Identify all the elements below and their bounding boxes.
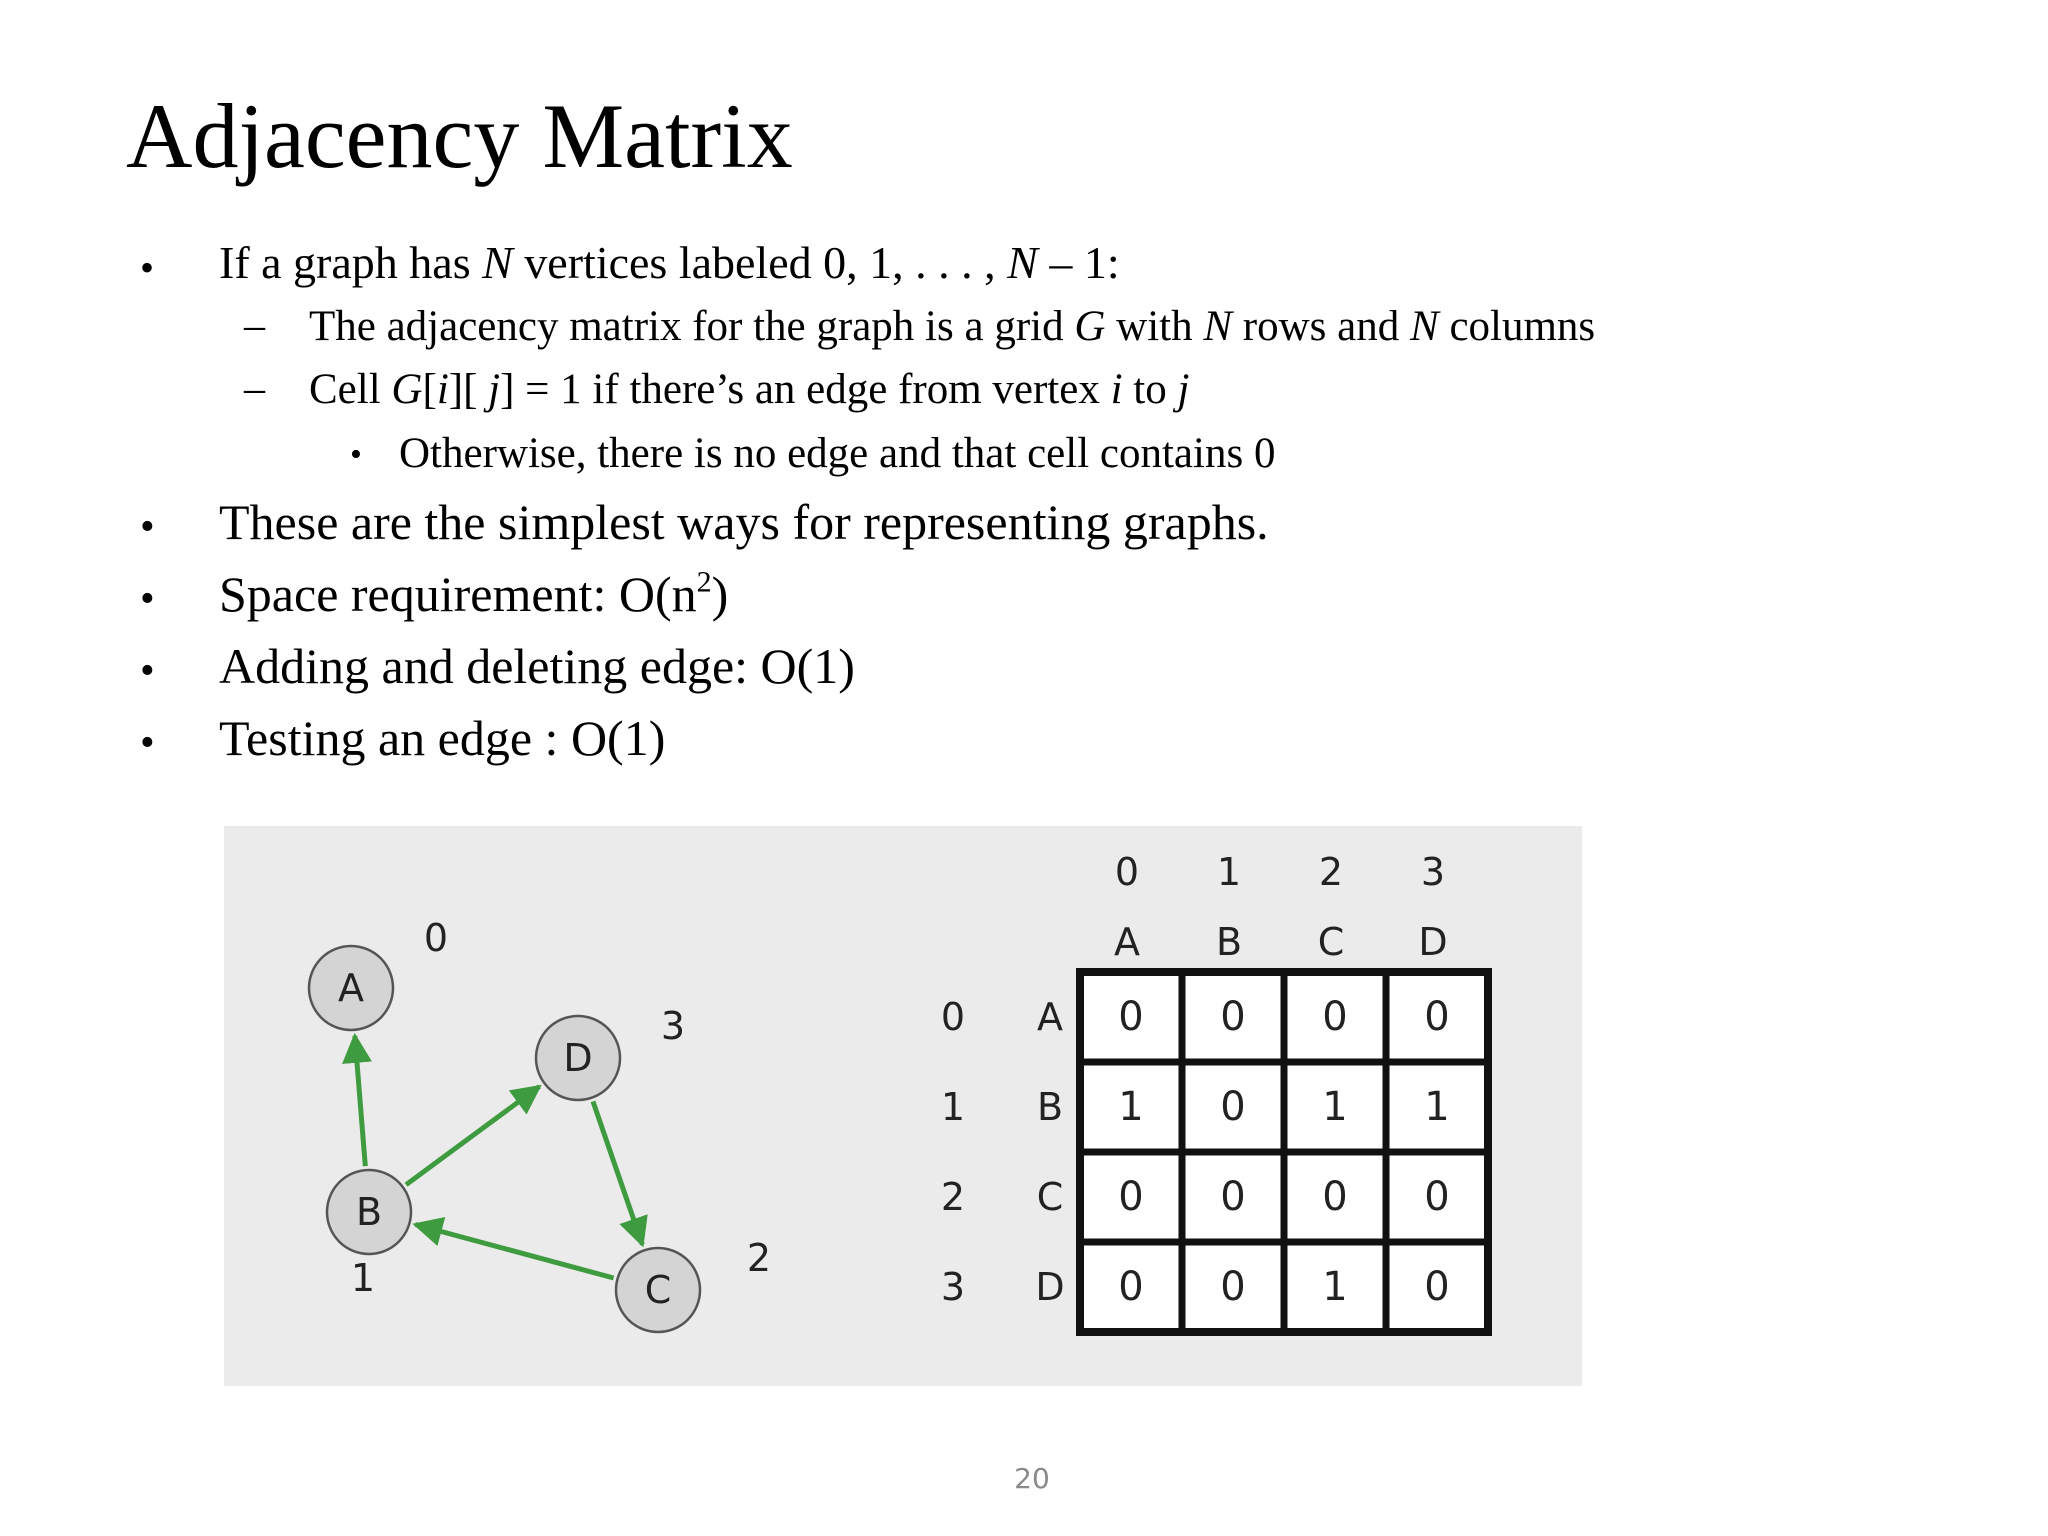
text: vertices labeled 0, 1, . . . ,	[512, 237, 1008, 288]
edge-C-B	[415, 1225, 613, 1279]
graph-and-matrix-svg	[224, 826, 1582, 1386]
matrix-cell-0-2: 0	[1322, 994, 1348, 1040]
matrix-cell-0-1: 0	[1220, 994, 1246, 1040]
text: The adjacency matrix for the graph is a grid	[309, 303, 1075, 350]
matrix-cell-0-0: 0	[1118, 994, 1144, 1040]
text: )	[711, 566, 729, 622]
matrix-cell-3-3: 0	[1424, 1264, 1450, 1310]
page-number: 20	[1014, 1462, 1050, 1495]
matrix-row-index-3: 3	[940, 1265, 966, 1309]
matrix-cell-2-3: 0	[1424, 1174, 1450, 1220]
text: Cell	[309, 366, 392, 413]
text: ] = 1 if there’s an edge from vertex	[500, 366, 1111, 413]
matrix-col-index-2: 2	[1318, 850, 1344, 894]
matrix-row-index-1: 1	[940, 1085, 966, 1129]
text: [	[422, 366, 437, 413]
bullet-adding: Adding and deleting edge: O(1)	[219, 638, 855, 694]
slide-title: Adjacency Matrix	[126, 85, 793, 187]
text: i	[436, 366, 449, 413]
matrix-cell-1-1: 0	[1220, 1084, 1246, 1130]
bullet-marker: •	[140, 720, 155, 766]
matrix-cell-3-2: 1	[1322, 1264, 1348, 1310]
text: N	[482, 237, 513, 288]
text: – 1:	[1037, 237, 1120, 288]
text: columns	[1438, 303, 1596, 350]
node-label-A: A	[338, 966, 364, 1010]
dash-marker: –	[244, 366, 265, 412]
matrix-col-label-3: D	[1418, 920, 1448, 964]
node-index-B: 1	[350, 1256, 376, 1300]
node-index-C: 2	[746, 1236, 772, 1280]
dash-marker: –	[244, 303, 265, 349]
edge-B-D	[406, 1086, 539, 1184]
edge-B-A	[355, 1036, 365, 1166]
matrix-row-label-2: C	[1036, 1175, 1064, 1219]
text: j	[1177, 366, 1190, 413]
matrix-cell-0-3: 0	[1424, 994, 1450, 1040]
matrix-col-label-0: A	[1114, 920, 1140, 964]
text: G	[391, 366, 423, 413]
matrix-cell-1-2: 1	[1322, 1084, 1348, 1130]
text: N	[1410, 303, 1439, 350]
bullet-testing: Testing an edge : O(1)	[219, 710, 666, 766]
text: to	[1122, 366, 1178, 413]
text: j	[488, 366, 501, 413]
matrix-cell-1-0: 1	[1118, 1084, 1144, 1130]
matrix-col-label-2: C	[1317, 920, 1345, 964]
bullet-vertices	[219, 237, 1120, 288]
node-label-C: C	[644, 1268, 672, 1312]
matrix-col-index-1: 1	[1216, 850, 1242, 894]
text: with	[1105, 303, 1204, 350]
matrix-row-label-0: A	[1037, 995, 1063, 1039]
text: N	[1007, 237, 1038, 288]
matrix-cell-3-0: 0	[1118, 1264, 1144, 1310]
sub-bullet-cell	[309, 368, 1189, 411]
matrix-cell-2-1: 0	[1220, 1174, 1246, 1220]
bullet-marker: •	[140, 648, 155, 694]
matrix-cell-2-0: 0	[1118, 1174, 1144, 1220]
bullet-marker: •	[140, 576, 155, 622]
node-index-A: 0	[423, 916, 449, 960]
bullet-marker: •	[140, 245, 155, 290]
sub-sub-bullet-otherwise: Otherwise, there is no edge and that cell contains 0	[399, 430, 1276, 477]
text: N	[1203, 303, 1233, 350]
superscript: 2	[696, 565, 712, 599]
matrix-row-label-3: D	[1035, 1265, 1065, 1309]
matrix-col-index-0: 0	[1114, 850, 1140, 894]
bullet-simplest: These are the simplest ways for representing graphs.	[219, 494, 1269, 550]
edge-D-C	[593, 1101, 642, 1244]
matrix-col-index-3: 3	[1420, 850, 1446, 894]
matrix-row-index-0: 0	[940, 995, 966, 1039]
matrix-row-label-1: B	[1036, 1085, 1064, 1129]
graph-figure	[224, 826, 1582, 1386]
text: rows and	[1232, 303, 1410, 350]
matrix-col-label-1: B	[1215, 920, 1243, 964]
matrix-row-index-2: 2	[940, 1175, 966, 1219]
sub-bullet-grid	[309, 305, 1595, 348]
text: G	[1074, 303, 1106, 350]
node-index-D: 3	[660, 1004, 686, 1048]
bullet-marker: •	[350, 436, 362, 473]
matrix-cell-2-2: 0	[1322, 1174, 1348, 1220]
node-label-B: B	[355, 1190, 383, 1234]
text: If a graph has	[219, 237, 483, 288]
text: ][	[448, 366, 489, 413]
text: i	[1110, 366, 1123, 413]
bullet-space	[219, 565, 729, 622]
node-label-D: D	[563, 1036, 593, 1080]
matrix-cell-3-1: 0	[1220, 1264, 1246, 1310]
text: Space requirement: O(n	[219, 566, 697, 622]
matrix-cell-1-3: 1	[1424, 1084, 1450, 1130]
bullet-marker: •	[140, 504, 155, 550]
